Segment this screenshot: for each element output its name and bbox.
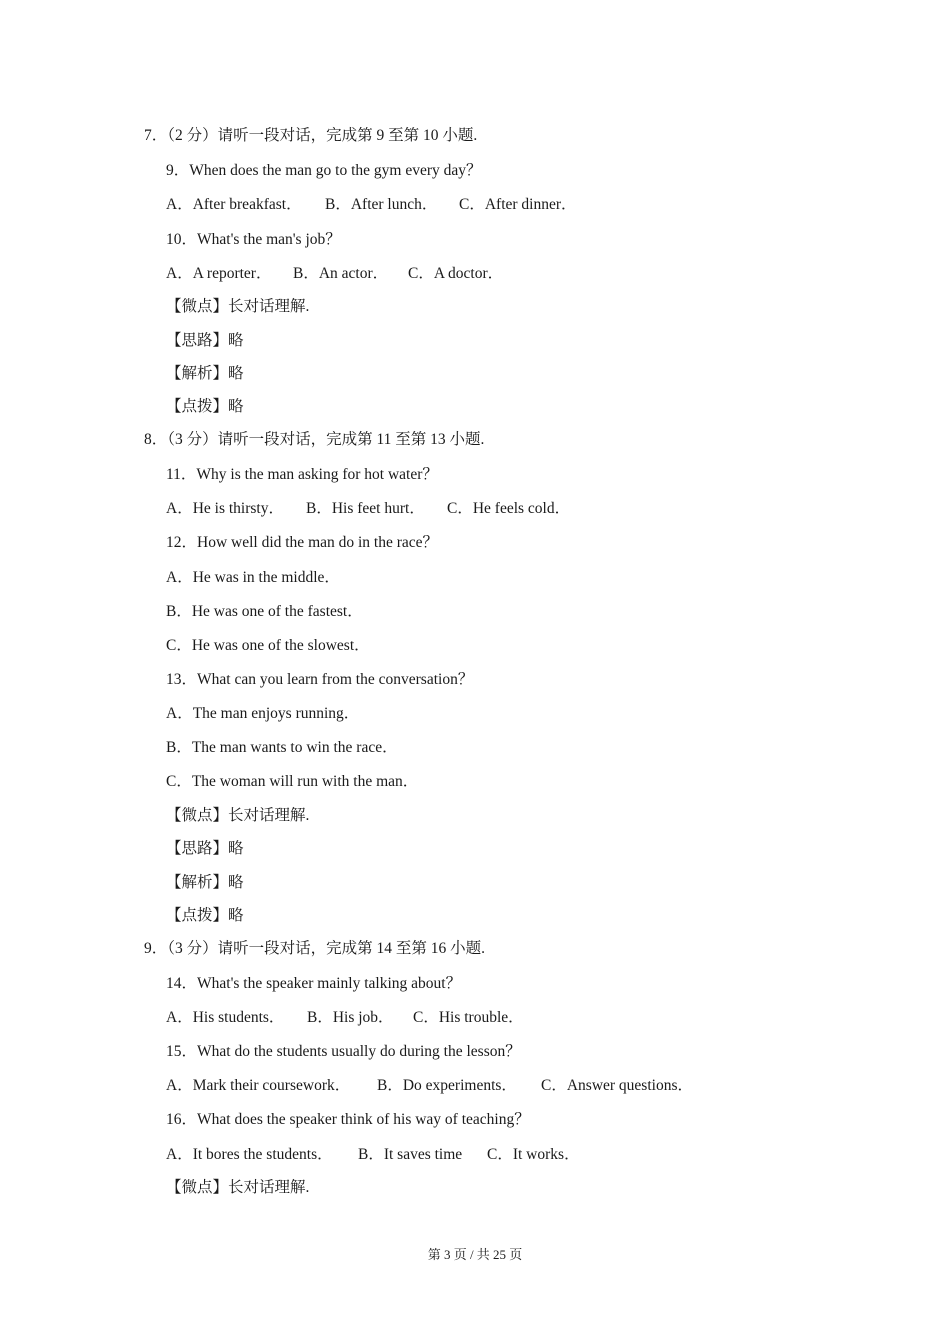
- question-15-stem: 15．What do the students usually do during the lesson？: [166, 1043, 521, 1060]
- option-b: B．An actor．: [293, 265, 389, 282]
- question-10-stem: 10．What's the man's job？: [166, 231, 341, 248]
- question-13-option-c: C．The woman will run with the man．: [166, 773, 419, 790]
- option-c: C．Answer questions．: [541, 1077, 693, 1094]
- dianbo-note: 【点拨】略: [166, 907, 244, 924]
- weidian-note: 【微点】长对话理解.: [166, 1179, 310, 1196]
- jiexi-note: 【解析】略: [166, 365, 244, 382]
- question-14-options: [166, 1008, 524, 1028]
- option-a: A．His students．: [166, 1009, 285, 1026]
- question-12-option-c: C．He was one of the slowest．: [166, 637, 370, 654]
- question-9-header: 9．（3 分）请听一段对话，完成第 14 至第 16 小题.: [144, 940, 486, 957]
- option-c: C．A doctor．: [408, 265, 504, 282]
- question-8-header: 8．（3 分）请听一段对话，完成第 11 至第 13 小题.: [144, 431, 485, 448]
- option-b: B．His job．: [307, 1009, 394, 1026]
- question-7-header: 7．（2 分）请听一段对话，完成第 9 至第 10 小题.: [144, 127, 478, 144]
- question-13-option-b: B．The man wants to win the race．: [166, 739, 398, 756]
- question-12-stem: 12．How well did the man do in the race？: [166, 534, 439, 551]
- silu-note: 【思路】略: [166, 840, 244, 857]
- option-b: B．It saves time: [358, 1146, 463, 1163]
- question-16-stem: 16．What does the speaker think of his way of teaching？: [166, 1111, 530, 1128]
- silu-note: 【思路】略: [166, 332, 244, 349]
- question-11-options: [166, 499, 570, 519]
- option-c: C．His trouble．: [413, 1009, 524, 1026]
- question-9-options: [166, 195, 577, 215]
- page-footer: 第 3 页 / 共 25 页: [427, 1247, 523, 1262]
- question-12-option-b: B．He was one of the fastest．: [166, 603, 363, 620]
- question-16-options: [166, 1145, 580, 1165]
- option-c: C．He feels cold．: [447, 500, 571, 517]
- option-a: A．After breakfast．: [166, 196, 302, 213]
- question-9-stem: 9．When does the man go to the gym every day？: [166, 162, 482, 179]
- question-13-stem: 13．What can you learn from the conversation？: [166, 671, 474, 688]
- option-a: A．It bores the students．: [166, 1146, 333, 1163]
- option-b: B．Do experiments．: [377, 1077, 517, 1094]
- option-c: C．After dinner．: [459, 196, 577, 213]
- weidian-note: 【微点】长对话理解.: [166, 807, 310, 824]
- question-10-options: [166, 264, 503, 284]
- option-b: B．His feet hurt．: [306, 500, 425, 517]
- option-a: A．He is thirsty．: [166, 500, 284, 517]
- option-a: A．A reporter．: [166, 265, 272, 282]
- option-b: B．After lunch．: [325, 196, 438, 213]
- question-14-stem: 14．What's the speaker mainly talking about？: [166, 975, 462, 992]
- question-12-option-a: A．He was in the middle．: [166, 569, 340, 586]
- dianbo-note: 【点拨】略: [166, 398, 244, 415]
- option-a: A．Mark their coursework．: [166, 1077, 351, 1094]
- jiexi-note: 【解析】略: [166, 874, 244, 891]
- weidian-note: 【微点】长对话理解.: [166, 298, 310, 315]
- option-c: C．It works．: [487, 1146, 580, 1163]
- question-13-option-a: A．The man enjoys running．: [166, 705, 360, 722]
- question-11-stem: 11．Why is the man asking for hot water？: [166, 466, 438, 483]
- question-15-options: [166, 1076, 693, 1096]
